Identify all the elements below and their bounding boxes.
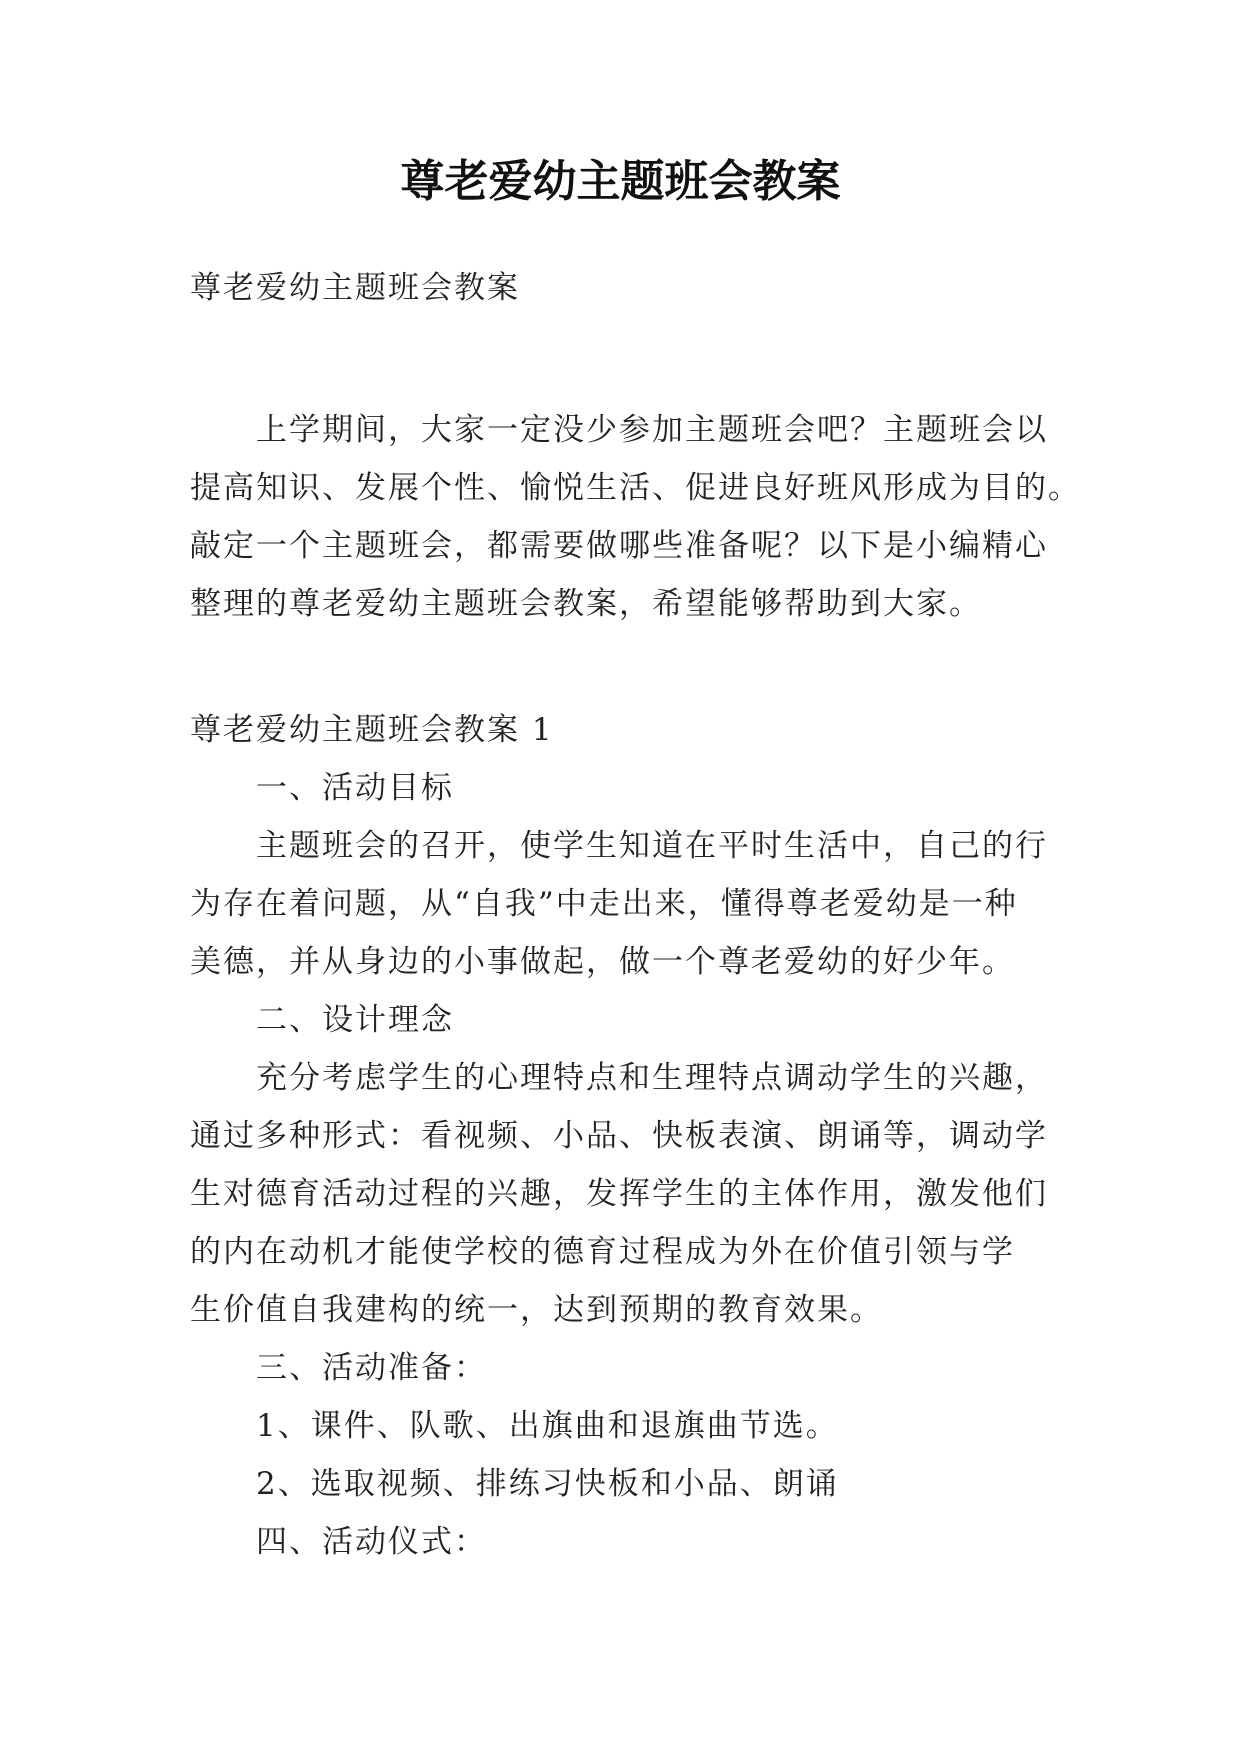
document-title: 尊老爱幼主题班会教案 (400, 156, 841, 207)
design-line: 充分考虑学生的心理特点和生理特点调动学生的兴趣， (256, 1060, 1048, 1096)
heading-design-concept: 二、设计理念 (256, 1002, 454, 1038)
heading-activity-ceremony: 四、活动仪式： (256, 1524, 487, 1560)
intro-line: 上学期间，大家一定没少参加主题班会吧？主题班会以 (256, 412, 1048, 448)
design-line: 生对德育活动过程的兴趣，发挥学生的主体作用，激发他们 (190, 1176, 1048, 1212)
goal-line: 主题班会的召开，使学生知道在平时生活中，自己的行 (256, 828, 1048, 864)
section-heading: 尊老爱幼主题班会教案 1 (190, 712, 554, 748)
intro-line: 提高知识、发展个性、愉悦生活、促进良好班风形成为目的。 (190, 470, 1081, 506)
prep-item: 1、课件、队歌、出旗曲和退旗曲节选。 (256, 1408, 839, 1444)
document-subtitle: 尊老爱幼主题班会教案 (190, 270, 520, 306)
design-line: 生价值自我建构的统一，达到预期的教育效果。 (190, 1292, 883, 1328)
goal-line: 美德，并从身边的小事做起，做一个尊老爱幼的好少年。 (190, 944, 1015, 980)
intro-line: 敲定一个主题班会，都需要做哪些准备呢？以下是小编精心 (190, 528, 1048, 564)
heading-activity-goal: 一、活动目标 (256, 770, 454, 806)
goal-line: 为存在着问题，从“自我”中走出来，懂得尊老爱幼是一种 (190, 886, 1018, 922)
heading-activity-prep: 三、活动准备： (256, 1350, 487, 1386)
design-line: 的内在动机才能使学校的德育过程成为外在价值引领与学 (190, 1234, 1015, 1270)
prep-item: 2、选取视频、排练习快板和小品、朗诵 (256, 1466, 839, 1502)
design-line: 通过多种形式：看视频、小品、快板表演、朗诵等，调动学 (190, 1118, 1048, 1154)
intro-line: 整理的尊老爱幼主题班会教案，希望能够帮助到大家。 (190, 586, 982, 622)
